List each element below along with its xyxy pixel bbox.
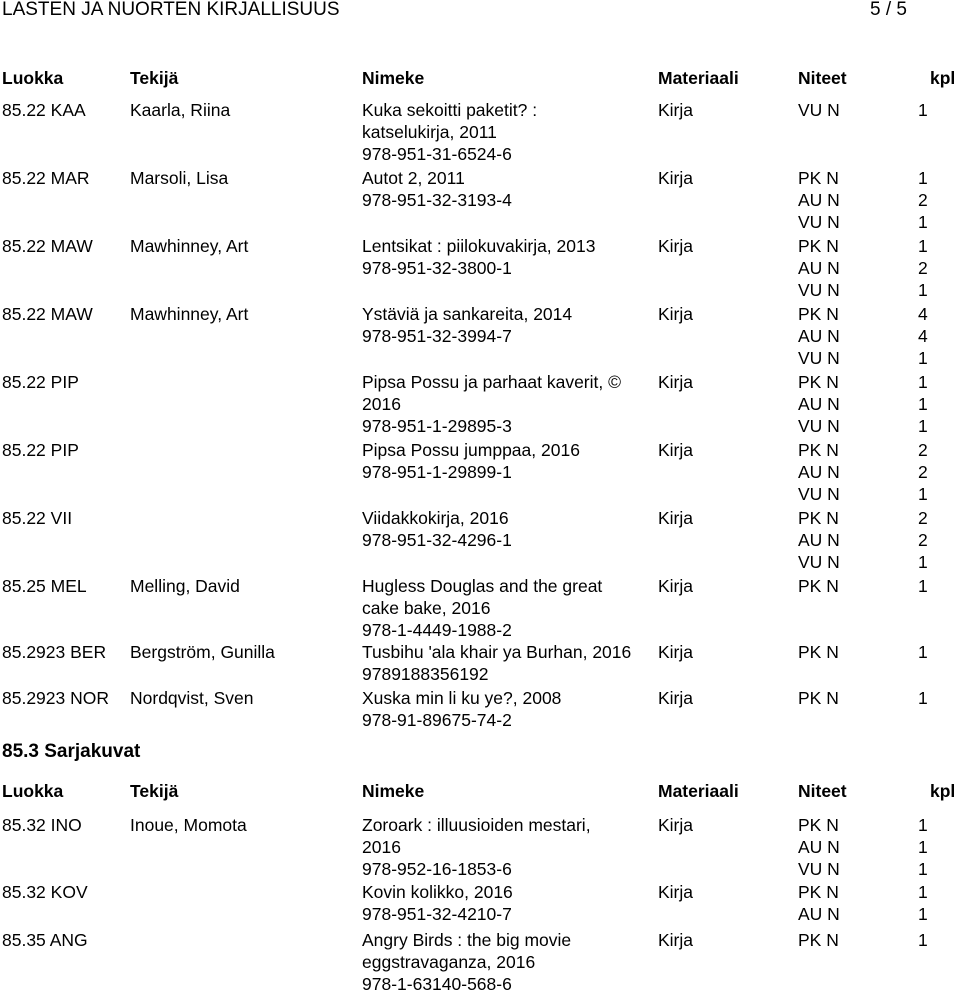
cell-kpl: 1 [918, 236, 928, 256]
cell-niteet: AU N [798, 530, 840, 550]
cell-luokka: 85.22 MAW [2, 304, 93, 324]
cell-niteet: VU N [798, 212, 840, 232]
cell-nimeke: 978-951-31-6524-6 [362, 144, 512, 164]
cell-niteet: PK N [798, 508, 839, 528]
cell-nimeke: 978-952-16-1853-6 [362, 859, 512, 879]
cell-nimeke: 978-951-32-3193-4 [362, 190, 512, 210]
cell-kpl: 1 [918, 280, 928, 300]
cell-kpl: 1 [918, 168, 928, 188]
cell-luokka: 85.35 ANG [2, 930, 88, 950]
cell-niteet: PK N [798, 688, 839, 708]
cell-niteet: VU N [798, 484, 840, 504]
cell-materiaali: Kirja [658, 882, 694, 902]
cell-nimeke: Angry Birds : the big movie [362, 930, 572, 950]
cell-niteet: PK N [798, 642, 839, 662]
cell-kpl: 2 [918, 530, 928, 550]
cell-tekija: Nordqvist, Sven [130, 688, 254, 708]
cell-kpl: 1 [918, 837, 928, 857]
cell-niteet: VU N [798, 416, 840, 436]
column-header-materiaali: Materiaali [658, 781, 739, 801]
page-number: 5 / 5 [870, 0, 907, 20]
cell-kpl: 1 [918, 815, 928, 835]
cell-kpl: 1 [918, 859, 928, 879]
cell-materiaali: Kirja [658, 930, 694, 950]
column-header-nimeke: Nimeke [362, 781, 425, 801]
cell-kpl: 1 [918, 930, 928, 950]
cell-materiaali: Kirja [658, 440, 694, 460]
cell-nimeke: Kovin kolikko, 2016 [362, 882, 513, 902]
cell-niteet: AU N [798, 258, 840, 278]
cell-kpl: 1 [918, 576, 928, 596]
cell-kpl: 1 [918, 484, 928, 504]
cell-kpl: 2 [918, 258, 928, 278]
cell-niteet: VU N [798, 552, 840, 572]
cell-nimeke: Autot 2, 2011 [362, 168, 465, 188]
cell-nimeke: Kuka sekoitti paketit? : [362, 100, 538, 120]
column-header-kpl: kpl [930, 68, 956, 88]
cell-niteet: PK N [798, 304, 839, 324]
cell-nimeke: Pipsa Possu jumppaa, 2016 [362, 440, 580, 460]
cell-materiaali: Kirja [658, 168, 694, 188]
cell-kpl: 1 [918, 100, 928, 120]
cell-niteet: AU N [798, 904, 840, 924]
cell-luokka: 85.32 INO [2, 815, 82, 835]
cell-nimeke: Tusbihu 'ala khair ya Burhan, 2016 [362, 642, 632, 662]
cell-niteet: VU N [798, 348, 840, 368]
column-header-tekija: Tekijä [130, 68, 179, 88]
cell-kpl: 2 [918, 508, 928, 528]
cell-nimeke: Lentsikat : piilokuvakirja, 2013 [362, 236, 596, 256]
column-header-tekija: Tekijä [130, 781, 179, 801]
cell-kpl: 4 [918, 304, 928, 324]
cell-kpl: 2 [918, 440, 928, 460]
column-header-niteet: Niteet [798, 68, 847, 88]
cell-nimeke: 978-951-1-29895-3 [362, 416, 512, 436]
cell-kpl: 1 [918, 904, 928, 924]
cell-tekija: Mawhinney, Art [130, 236, 249, 256]
cell-tekija: Inoue, Momota [130, 815, 247, 835]
cell-niteet: VU N [798, 100, 840, 120]
cell-luokka: 85.22 MAW [2, 236, 93, 256]
cell-niteet: VU N [798, 280, 840, 300]
cell-nimeke: 978-1-4449-1988-2 [362, 620, 512, 640]
cell-kpl: 1 [918, 688, 928, 708]
cell-niteet: PK N [798, 576, 839, 596]
cell-kpl: 2 [918, 190, 928, 210]
cell-luokka: 85.25 MEL [2, 576, 87, 596]
cell-materiaali: Kirja [658, 100, 694, 120]
page-title: LASTEN JA NUORTEN KIRJALLISUUS [2, 0, 340, 20]
cell-nimeke: katselukirja, 2011 [362, 122, 497, 142]
cell-luokka: 85.22 VII [2, 508, 73, 528]
cell-niteet: PK N [798, 440, 839, 460]
cell-nimeke: 978-951-32-4296-1 [362, 530, 512, 550]
column-header-kpl: kpl [930, 781, 956, 801]
cell-nimeke: 978-951-32-4210-7 [362, 904, 512, 924]
column-header-materiaali: Materiaali [658, 68, 739, 88]
cell-niteet: AU N [798, 190, 840, 210]
cell-luokka: 85.22 PIP [2, 372, 79, 392]
cell-niteet: AU N [798, 462, 840, 482]
cell-nimeke: 978-1-63140-568-6 [362, 974, 512, 994]
cell-nimeke: 2016 [362, 394, 401, 414]
cell-materiaali: Kirja [658, 304, 694, 324]
cell-kpl: 1 [918, 348, 928, 368]
cell-niteet: VU N [798, 859, 840, 879]
cell-niteet: PK N [798, 168, 839, 188]
cell-nimeke: Viidakkokirja, 2016 [362, 508, 509, 528]
cell-nimeke: 2016 [362, 837, 401, 857]
cell-kpl: 1 [918, 552, 928, 572]
cell-kpl: 1 [918, 642, 928, 662]
cell-tekija: Mawhinney, Art [130, 304, 249, 324]
cell-kpl: 1 [918, 394, 928, 414]
cell-niteet: AU N [798, 837, 840, 857]
cell-nimeke: Xuska min li ku ye?, 2008 [362, 688, 562, 708]
cell-nimeke: Pipsa Possu ja parhaat kaverit, © [362, 372, 621, 392]
cell-nimeke: Ystäviä ja sankareita, 2014 [362, 304, 573, 324]
cell-tekija: Marsoli, Lisa [130, 168, 229, 188]
column-header-luokka: Luokka [2, 781, 64, 801]
cell-niteet: PK N [798, 372, 839, 392]
cell-luokka: 85.22 KAA [2, 100, 86, 120]
cell-nimeke: Hugless Douglas and the great [362, 576, 603, 596]
cell-luokka: 85.2923 NOR [2, 688, 110, 708]
cell-luokka: 85.22 PIP [2, 440, 79, 460]
cell-materiaali: Kirja [658, 815, 694, 835]
cell-niteet: PK N [798, 815, 839, 835]
cell-nimeke: 978-951-32-3994-7 [362, 326, 512, 346]
cell-nimeke: 978-951-1-29899-1 [362, 462, 512, 482]
cell-kpl: 1 [918, 212, 928, 232]
cell-nimeke: 9789188356192 [362, 664, 489, 684]
column-header-luokka: Luokka [2, 68, 64, 88]
section-title: 85.3 Sarjakuvat [2, 741, 141, 762]
cell-nimeke: Zoroark : illuusioiden mestari, [362, 815, 591, 835]
cell-tekija: Melling, David [130, 576, 240, 596]
cell-kpl: 1 [918, 882, 928, 902]
cell-nimeke: 978-91-89675-74-2 [362, 710, 512, 730]
cell-niteet: PK N [798, 930, 839, 950]
cell-kpl: 2 [918, 462, 928, 482]
cell-tekija: Bergström, Gunilla [130, 642, 275, 662]
cell-nimeke: cake bake, 2016 [362, 598, 491, 618]
cell-materiaali: Kirja [658, 688, 694, 708]
cell-niteet: PK N [798, 236, 839, 256]
cell-luokka: 85.22 MAR [2, 168, 90, 188]
cell-nimeke: 978-951-32-3800-1 [362, 258, 512, 278]
cell-kpl: 1 [918, 372, 928, 392]
cell-luokka: 85.2923 BER [2, 642, 107, 662]
cell-nimeke: eggstravaganza, 2016 [362, 952, 536, 972]
cell-materiaali: Kirja [658, 642, 694, 662]
cell-luokka: 85.32 KOV [2, 882, 88, 902]
cell-materiaali: Kirja [658, 236, 694, 256]
cell-materiaali: Kirja [658, 576, 694, 596]
cell-materiaali: Kirja [658, 372, 694, 392]
cell-materiaali: Kirja [658, 508, 694, 528]
cell-kpl: 1 [918, 416, 928, 436]
cell-kpl: 4 [918, 326, 928, 346]
cell-tekija: Kaarla, Riina [130, 100, 231, 120]
cell-niteet: AU N [798, 326, 840, 346]
column-header-nimeke: Nimeke [362, 68, 425, 88]
column-header-niteet: Niteet [798, 781, 847, 801]
cell-niteet: AU N [798, 394, 840, 414]
cell-niteet: PK N [798, 882, 839, 902]
